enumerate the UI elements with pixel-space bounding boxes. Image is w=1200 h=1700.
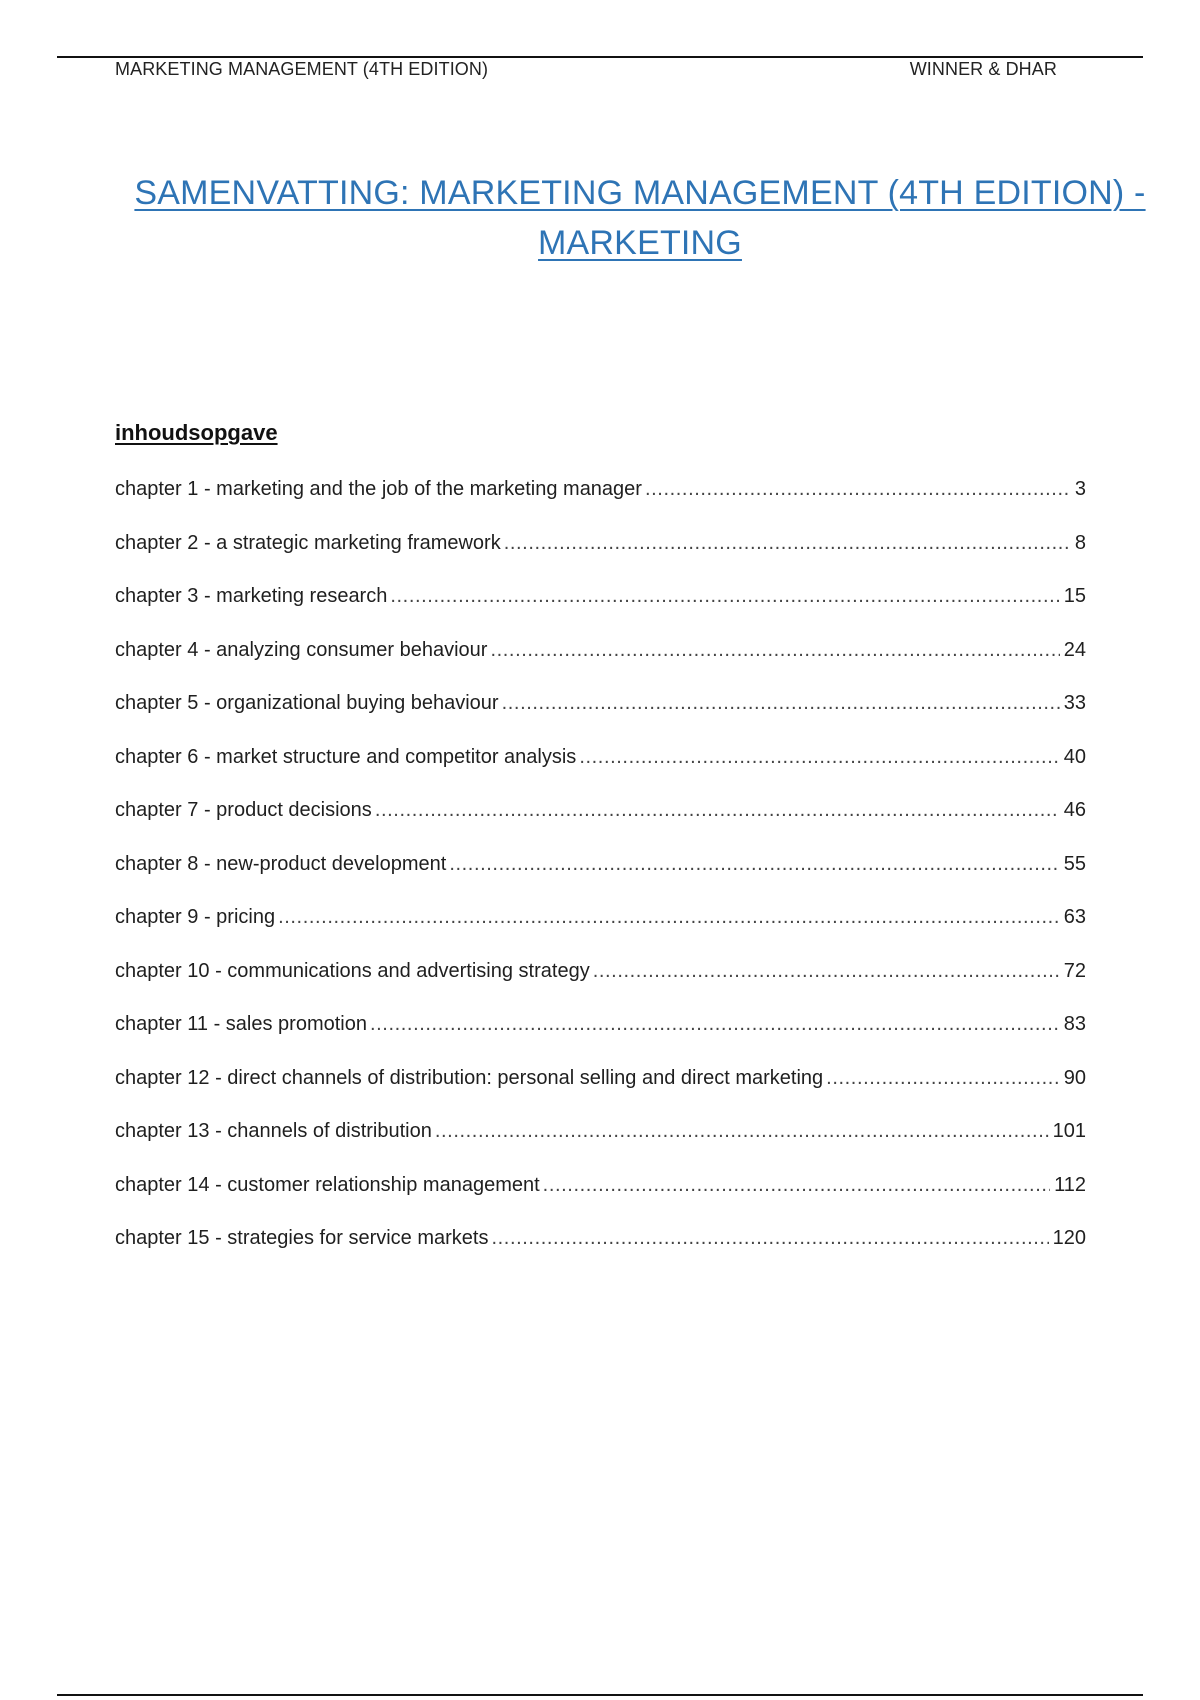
toc-page-number: 83 [1063, 1013, 1086, 1035]
toc-entry-chapter-4[interactable] [115, 639, 1086, 693]
toc-entry-chapter-12[interactable] [115, 1067, 1086, 1121]
toc-entry-chapter-7[interactable] [115, 799, 1086, 853]
toc-entry-title: chapter 4 - analyzing consumer behaviour [115, 638, 488, 661]
toc-entry-title: chapter 6 - market structure and competitor analysis [115, 745, 577, 768]
toc-dot-leader [278, 906, 1060, 929]
toc-dot-leader [375, 799, 1060, 822]
toc-page-number: 40 [1063, 745, 1086, 768]
toc-entry-title: chapter 9 - pricing [115, 906, 276, 928]
toc-entry-chapter-10[interactable] [115, 960, 1086, 1014]
toc-entry-chapter-11[interactable] [115, 1013, 1086, 1067]
toc-entry-chapter-5[interactable] [115, 692, 1086, 746]
table-of-contents [115, 478, 1086, 1281]
toc-entry-title: chapter 13 - channels of distribution [115, 1120, 432, 1142]
toc-page-number: 72 [1063, 959, 1086, 982]
toc-entry-title: chapter 11 - sales promotion [115, 1013, 367, 1035]
toc-page-number: 101 [1052, 1120, 1086, 1142]
toc-entry-title: chapter 15 - strategies for service markets [115, 1227, 489, 1249]
footer-rule [57, 1694, 1143, 1696]
toc-entry-title: chapter 3 - marketing research [115, 585, 388, 607]
toc-heading: inhoudsopgave [115, 420, 278, 445]
toc-page-number: 15 [1063, 585, 1086, 607]
toc-entry-title: chapter 5 - organizational buying behaviour [115, 692, 499, 714]
toc-entry-chapter-3[interactable] [115, 585, 1086, 639]
toc-page-number: 120 [1052, 1227, 1086, 1249]
toc-page-number: 8 [1074, 531, 1086, 554]
toc-page-number: 46 [1063, 799, 1086, 821]
toc-page-number: 90 [1063, 1066, 1086, 1089]
toc-entry-chapter-9[interactable] [115, 906, 1086, 960]
toc-dot-leader [390, 585, 1059, 608]
toc-entry-title: chapter 8 - new-product development [115, 852, 447, 875]
document-title-line-1: SAMENVATTING: MARKETING MANAGEMENT (4TH EDITION) - [134, 174, 1146, 212]
toc-entry-title: chapter 7 - product decisions [115, 799, 372, 821]
document-title [120, 168, 1160, 268]
toc-dot-leader [449, 853, 1059, 876]
toc-entry-chapter-1[interactable] [115, 478, 1086, 532]
toc-entry-chapter-15[interactable] [115, 1227, 1086, 1281]
toc-dot-leader [826, 1067, 1060, 1090]
toc-entry-title: chapter 14 - customer relationship management [115, 1173, 540, 1196]
header-book-title: MARKETING MANAGEMENT (4TH EDITION) [115, 58, 489, 79]
toc-dot-leader [435, 1120, 1049, 1143]
toc-entry-chapter-6[interactable] [115, 746, 1086, 800]
toc-dot-leader [579, 746, 1059, 769]
toc-page-number: 33 [1063, 692, 1086, 714]
running-header [115, 58, 1057, 80]
toc-dot-leader [502, 692, 1060, 715]
toc-dot-leader [645, 478, 1071, 501]
toc-entry-chapter-13[interactable] [115, 1120, 1086, 1174]
toc-page-number: 112 [1054, 1173, 1086, 1196]
toc-dot-leader [490, 639, 1059, 662]
toc-entry-title: chapter 2 - a strategic marketing framework [115, 531, 501, 554]
toc-entry-chapter-8[interactable] [115, 853, 1086, 907]
toc-dot-leader [593, 960, 1060, 983]
toc-entry-chapter-2[interactable] [115, 532, 1086, 586]
toc-page-number: 24 [1063, 638, 1086, 661]
toc-page-number: 3 [1074, 478, 1086, 500]
toc-page-number: 63 [1063, 906, 1086, 928]
header-authors: WINNER & DHAR [909, 58, 1057, 79]
toc-dot-leader [491, 1227, 1048, 1250]
toc-entry-title: chapter 10 - communications and advertising strategy [115, 959, 590, 982]
toc-dot-leader [543, 1174, 1050, 1197]
toc-entry-chapter-14[interactable] [115, 1174, 1086, 1228]
toc-entry-title: chapter 12 - direct channels of distribution: personal selling and direct marketing [115, 1066, 824, 1089]
toc-dot-leader [504, 532, 1071, 555]
toc-dot-leader [370, 1013, 1060, 1036]
toc-page-number: 55 [1063, 852, 1086, 875]
toc-entry-title: chapter 1 - marketing and the job of the marketing manager [115, 478, 642, 500]
document-title-line-2: MARKETING [538, 224, 742, 262]
